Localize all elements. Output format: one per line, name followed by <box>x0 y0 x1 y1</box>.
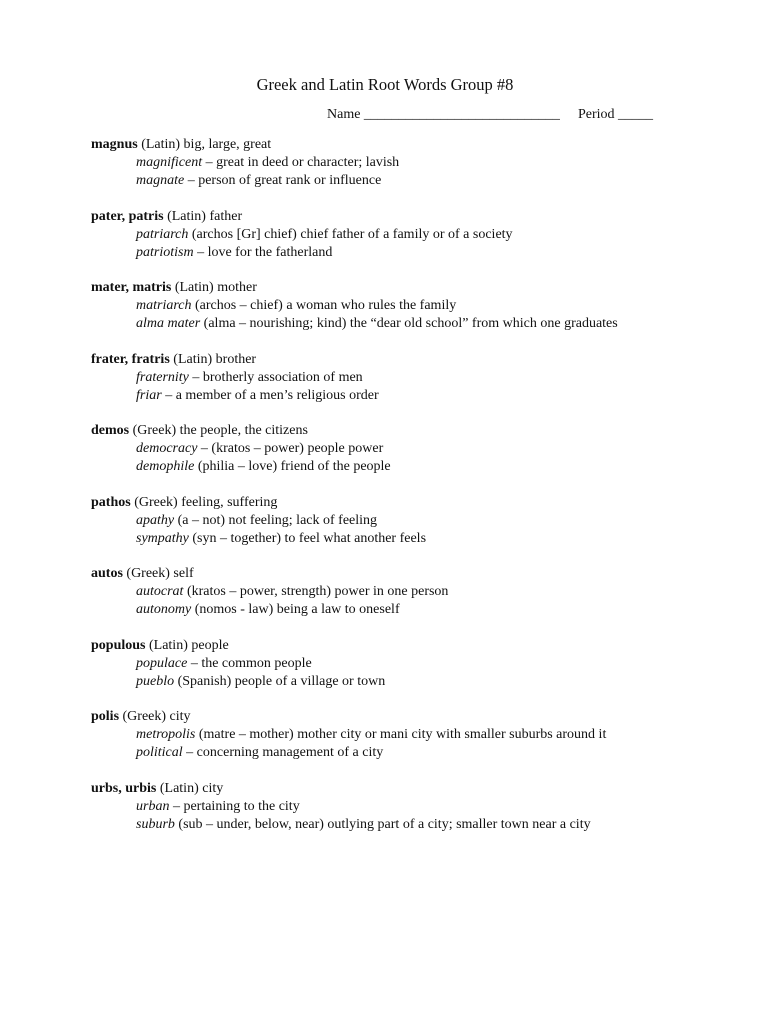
root-entry <box>91 208 751 262</box>
root-entry <box>91 494 751 548</box>
root-word: pathos <box>91 494 131 510</box>
example-definition: (archos – chief) a woman who rules the family <box>191 298 457 313</box>
root-entry <box>91 780 751 834</box>
example-line <box>91 440 751 458</box>
example-line <box>91 244 751 262</box>
example-word: pueblo <box>136 673 175 689</box>
root-meaning: (Latin) big, large, great <box>137 137 272 152</box>
root-entry <box>91 351 751 405</box>
root-entry <box>91 136 751 190</box>
example-word: democracy <box>136 441 198 456</box>
example-word: suburb <box>136 816 175 832</box>
example-definition: – person of great rank or influence <box>184 173 382 188</box>
root-entry <box>91 279 751 333</box>
root-meaning: (Greek) feeling, suffering <box>130 494 278 510</box>
root-word: populous <box>91 637 146 653</box>
root-line <box>91 565 751 583</box>
example-line <box>91 798 751 816</box>
example-definition: (Spanish) people of a village or town <box>174 673 386 689</box>
example-line <box>91 816 751 834</box>
example-definition: (kratos – power, strength) power in one person <box>183 584 449 599</box>
example-line <box>91 458 751 476</box>
example-line <box>91 744 751 762</box>
root-word: urbs, urbis <box>91 780 157 796</box>
example-word: matriarch <box>136 298 192 313</box>
example-word: fraternity <box>136 369 189 385</box>
root-word: pater, patris <box>91 208 164 224</box>
example-word: magnificent <box>136 155 203 170</box>
name-period-line <box>327 107 653 123</box>
example-definition: – the common people <box>187 655 312 671</box>
example-line <box>91 315 751 333</box>
root-meaning: (Latin) people <box>145 637 229 653</box>
example-line <box>91 226 751 244</box>
root-line <box>91 279 751 297</box>
example-word: alma mater <box>136 316 201 331</box>
period-field[interactable]: Period _____ <box>577 107 653 122</box>
root-word: demos <box>91 423 130 438</box>
example-definition: – great in deed or character; lavish <box>202 155 400 170</box>
example-word: sympathy <box>136 530 189 546</box>
example-definition: – a member of a men’s religious order <box>161 387 379 403</box>
example-word: political <box>136 745 183 760</box>
example-line <box>91 369 751 387</box>
root-meaning: (Greek) self <box>122 566 194 581</box>
root-line <box>91 422 751 440</box>
example-definition: – love for the fatherland <box>193 244 333 260</box>
root-entry <box>91 422 751 476</box>
page-title: Greek and Latin Root Words Group #8 <box>256 75 514 94</box>
example-definition: – brotherly association of men <box>188 369 363 385</box>
root-meaning: (Greek) city <box>119 709 191 724</box>
example-definition: (nomos - law) being a law to oneself <box>191 602 400 617</box>
example-definition: – concerning management of a city <box>182 745 384 760</box>
example-definition: (sub – under, below, near) outlying part of a city; smaller town near a city <box>174 816 591 832</box>
root-line <box>91 708 751 726</box>
root-line <box>91 136 751 154</box>
example-word: patriotism <box>136 244 194 260</box>
example-word: magnate <box>136 173 185 188</box>
root-meaning: (Greek) the people, the citizens <box>129 423 308 438</box>
example-line <box>91 512 751 530</box>
example-definition: (philia – love) friend of the people <box>194 459 391 474</box>
root-meaning: (Latin) mother <box>171 280 257 295</box>
example-line <box>91 297 751 315</box>
example-definition: (a – not) not feeling; lack of feeling <box>174 512 378 528</box>
root-word: polis <box>91 709 120 724</box>
example-word: autonomy <box>136 602 192 617</box>
example-line <box>91 673 751 691</box>
root-line <box>91 208 751 226</box>
example-line <box>91 583 751 601</box>
root-meaning: (Latin) brother <box>169 351 257 367</box>
example-line <box>91 601 751 619</box>
root-entry <box>91 637 751 691</box>
root-line <box>91 494 751 512</box>
root-word: mater, matris <box>91 280 172 295</box>
root-meaning: (Latin) city <box>156 780 224 796</box>
example-line <box>91 154 751 172</box>
example-word: metropolis <box>136 727 196 742</box>
name-field[interactable]: Name ____________________________ <box>327 107 560 122</box>
example-word: patriarch <box>136 226 189 242</box>
root-meaning: (Latin) father <box>163 208 243 224</box>
example-definition: (syn – together) to feel what another feels <box>188 530 427 546</box>
example-word: urban <box>136 798 170 814</box>
example-definition: (matre – mother) mother city or mani city with smaller suburbs around it <box>195 727 607 742</box>
root-line <box>91 351 751 369</box>
root-word: magnus <box>91 137 138 152</box>
root-word: frater, fratris <box>91 351 170 367</box>
example-line <box>91 387 751 405</box>
root-word: autos <box>91 566 123 581</box>
root-word-list <box>91 136 751 851</box>
example-word: autocrat <box>136 584 184 599</box>
root-line <box>91 637 751 655</box>
example-word: apathy <box>136 512 175 528</box>
example-definition: (alma – nourishing; kind) the “dear old school” from which one graduates <box>200 316 618 331</box>
example-word: friar <box>136 387 162 403</box>
example-line <box>91 726 751 744</box>
example-definition: – (kratos – power) people power <box>197 441 384 456</box>
example-line <box>91 172 751 190</box>
root-entry <box>91 565 751 619</box>
root-line <box>91 780 751 798</box>
example-line <box>91 530 751 548</box>
example-word: populace <box>136 655 188 671</box>
example-word: demophile <box>136 459 195 474</box>
example-line <box>91 655 751 673</box>
example-definition: (archos [Gr] chief) chief father of a family or of a society <box>188 226 513 242</box>
example-definition: – pertaining to the city <box>169 798 300 814</box>
root-entry <box>91 708 751 762</box>
